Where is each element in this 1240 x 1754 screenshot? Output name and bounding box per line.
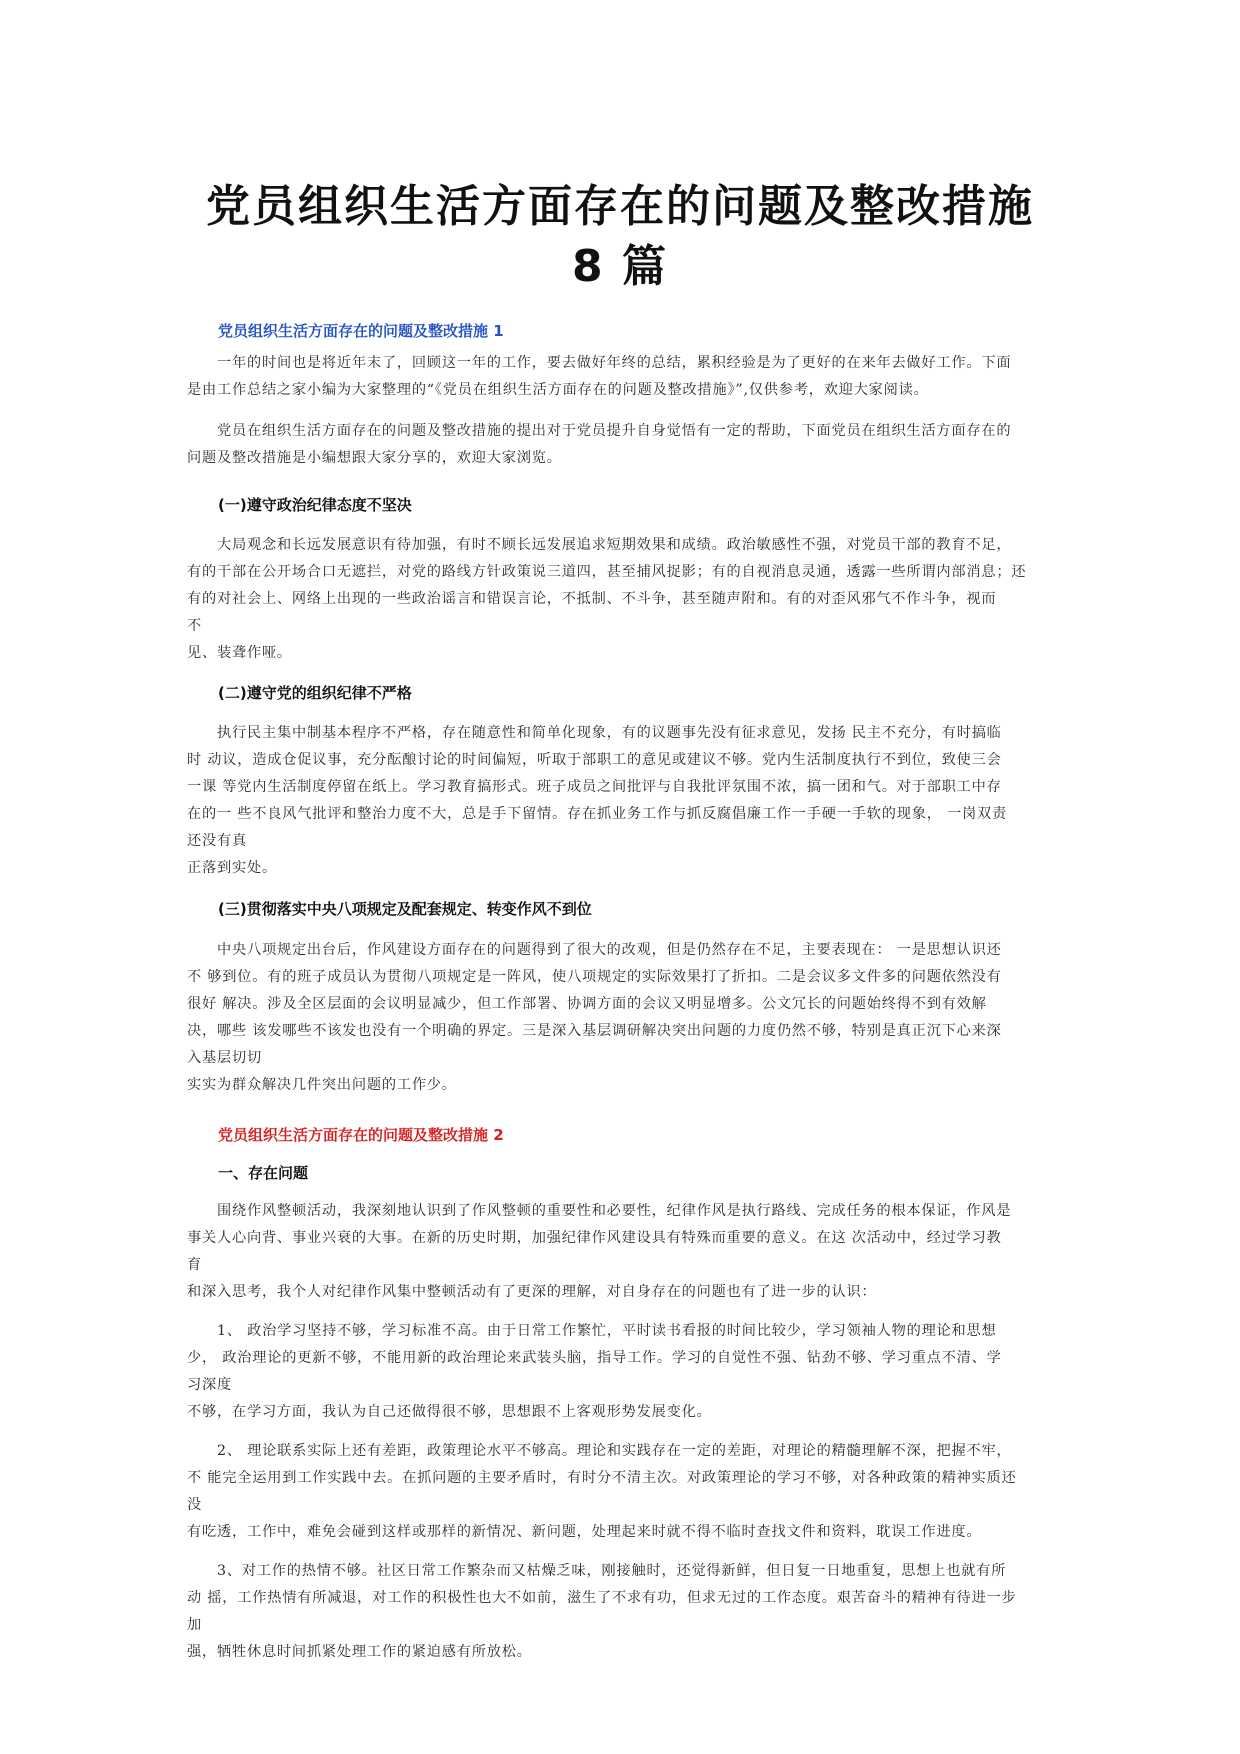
text-line: 育 [187,1257,202,1273]
document-title-line2: 8 篇 [572,241,668,292]
paragraph [187,1438,1052,1546]
text-line: 加 [187,1617,202,1633]
text-line: 不 能完全运用到工作实践中去。在抓问题的主要矛盾时，有时分不清主次。对政策理论的学习不够，对各种政策的精神实质还 [187,1470,1017,1486]
text-line: 时 动议，造成仓促议事，充分酝酿讨论的时间偏短，听取于部职工的意见或建议不够。党内生活制度执行不到位，致使三会 [187,752,1002,768]
text-line: 党员在组织生活方面存在的问题及整改措施的提出对于党员提升自身觉悟有一定的帮助，下面党员在组织生活方面存在的 [217,423,1012,439]
text-line: 1、 政治学习坚持不够，学习标准不高。由于日常工作繁忙，平时读书看报的时间比较少，学习领袖人物的理论和思想 [217,1323,997,1339]
text-line: 是由工作总结之家小编为大家整理的“《党员在组织生活方面存在的问题及整改措施》”,仅供参考，欢迎大家阅读。 [187,382,929,398]
text-line: 习深度 [187,1377,232,1393]
text-line: 不 够到位。有的班子成员认为贯彻八项规定是一阵风，使八项规定的实际效果打了折扣。二是会议多文件多的问题依然没有 [187,969,1002,985]
section-heading: 党员组织生活方面存在的问题及整改措施 2 [218,1126,504,1144]
paragraph [187,532,1052,667]
text-line: 一课 等党内生活制度停留在纸上。学习教育搞形式。班子成员之间批评与自我批评氛围不浓，搞一团和气。对于部职工中存 [187,779,1002,795]
text-line: 执行民主集中制基本程序不严格，存在随意性和简单化现象，有的议题事先没有征求意见，发扬 民主不充分，有时搞临 [217,725,1002,741]
text-line: 大局观念和长远发展意识有待加强，有时不顾长远发展追求短期效果和成绩。政治敏感性不强，对党员干部的教育不足， [217,537,1012,553]
text-line: 少， 政治理论的更新不够，不能用新的政治理论来武装头脑，指导工作。学习的自觉性不强、钻劲不够、学习重点不清、学 [187,1350,1002,1366]
document-title-line1: 党员组织生活方面存在的问题及整改措施 [206,181,1034,232]
text-line: 有吃透，工作中，难免会碰到这样或那样的新情况、新问题，处理起来时就不得不临时查找文件和资料，耽误工作进度。 [187,1524,982,1540]
text-line: 不 [187,618,202,634]
subsection-heading: (二)遵守党的组织纪律不严格 [218,684,412,702]
subsection-heading: (一)遵守政治纪律态度不坚决 [218,496,412,514]
text-line: 和深入思考，我个人对纪律作风集中整顿活动有了更深的理解，对自身存在的问题也有了进一步的认识： [187,1284,877,1300]
paragraph [187,1318,1052,1426]
text-line: 在的一 些不良风气批评和整治力度不大，总是手下留情。存在抓业务工作与抓反腐倡廉工作一手硬一手软的现象， 一岗双责 [187,806,1007,822]
text-line: 见、装聋作哑。 [187,645,292,661]
paragraph [187,1198,1052,1306]
text-line: 事关人心向背、事业兴衰的大事。在新的历史时期，加强纪律作风建设具有特殊而重要的意义。在这 次活动中，经过学习教 [187,1230,1002,1246]
text-line: 有的对社会上、网络上出现的一些政治谣言和错误言论，不抵制、不斗争，甚至随声附和。有的对歪风邪气不作斗争，视而 [187,591,997,607]
text-line: 动 摇，工作热情有所减退，对工作的积极性也大不如前，滋生了不求有功，但求无过的工作态度。艰苦奋斗的精神有待进一步 [187,1590,1017,1606]
text-line: 实实为群众解决几件突出问题的工作少。 [187,1077,457,1093]
paragraph [187,350,1052,404]
paragraph [187,1558,1052,1666]
subsection-heading: (三)贯彻落实中央八项规定及配套规定、转变作风不到位 [218,900,592,918]
paragraph [187,720,1052,882]
text-line: 3、对工作的热情不够。社区日常工作繁杂而又枯燥乏味，刚接触时，还觉得新鲜，但日复一日地重复，思想上也就有所 [217,1563,1007,1579]
text-line: 2、 理论联系实际上还有差距，政策理论水平不够高。理论和实践存在一定的差距，对理论的精髓理解不深，把握不牢， [217,1443,1012,1459]
section-heading: 党员组织生活方面存在的问题及整改措施 1 [218,322,504,340]
text-line: 围绕作风整顿活动，我深刻地认识到了作风整顿的重要性和必要性，纪律作风是执行路线、完成任务的根本保证，作风是 [217,1203,1012,1219]
paragraph [187,418,1052,472]
text-line: 中央八项规定出台后，作风建设方面存在的问题得到了很大的改观，但是仍然存在不足，主要表现在： 一是思想认识还 [217,942,1002,958]
text-line: 很好 解决。涉及全区层面的会议明显减少，但工作部署、协调方面的会议又明显增多。公文冗长的问题始终得不到有效解 [187,996,987,1012]
text-line: 有的干部在公开场合口无遮拦，对党的路线方针政策说三道四，甚至捕风捉影；有的自视消息灵通，透露一些所谓内部消息；还 [187,564,1027,580]
text-line: 问题及整改措施是小编想跟大家分享的，欢迎大家浏览。 [187,450,562,466]
text-line: 正落到实处。 [187,860,277,876]
text-line: 还没有真 [187,833,247,849]
subsection-heading: 一、存在问题 [218,1164,309,1182]
paragraph [187,937,1052,1099]
text-line: 决，哪些 该发哪些不该发也没有一个明确的界定。三是深入基层调研解决突出问题的力度仍然不够，特别是真正沉下心来深 [187,1023,1002,1039]
text-line: 不够，在学习方面，我认为自己还做得很不够，思想跟不上客观形势发展变化。 [187,1404,712,1420]
text-line: 入基层切切 [187,1050,262,1066]
text-line: 一年的时间也是将近年末了，回顾这一年的工作，要去做好年终的总结，累积经验是为了更好的在来年去做好工作。下面 [217,355,1012,371]
text-line: 强，牺牲休息时间抓紧处理工作的紧迫感有所放松。 [187,1644,532,1660]
text-line: 没 [187,1497,202,1513]
